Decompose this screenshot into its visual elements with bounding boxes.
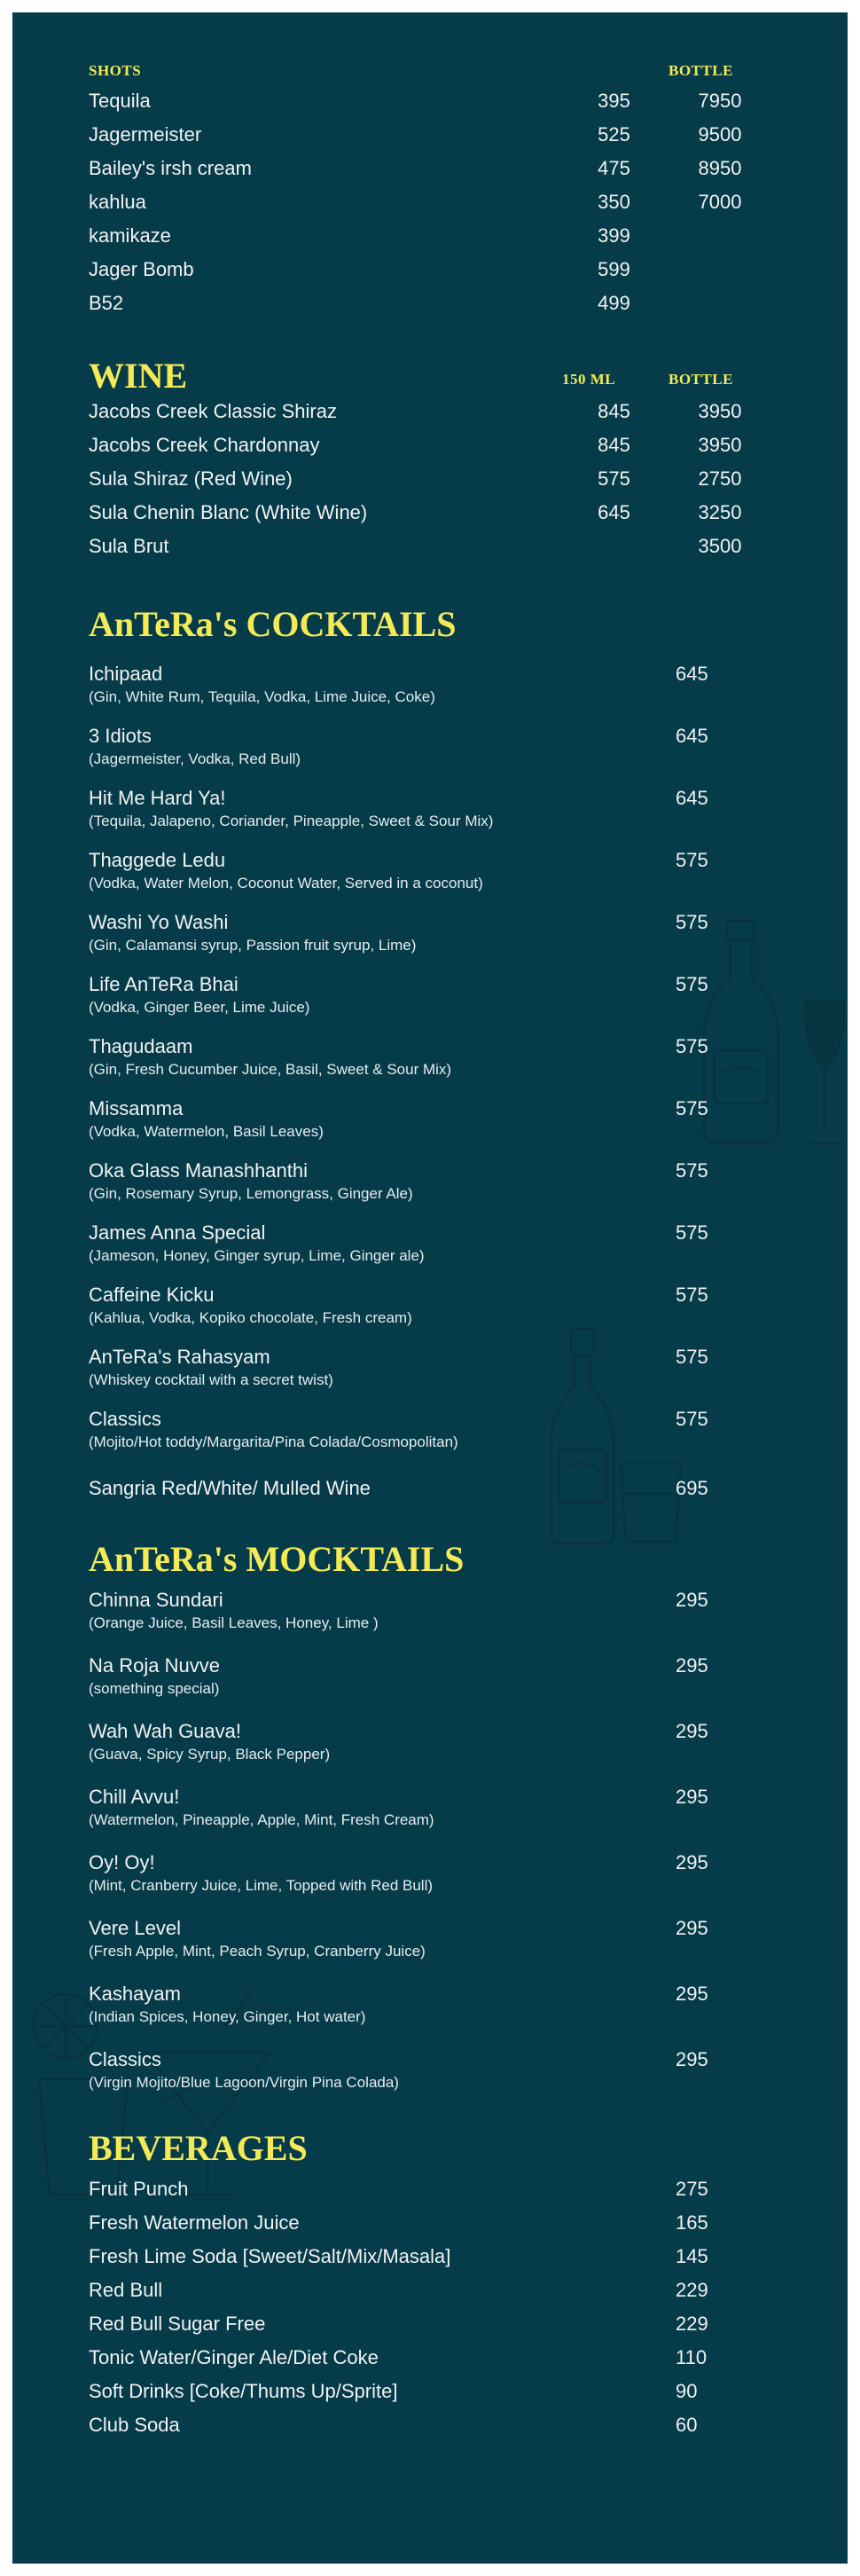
glass-price: 845 (598, 434, 630, 456)
shot-price: 499 (598, 292, 630, 314)
cocktail-item (89, 1345, 798, 1391)
item-name: 3 Idiots (89, 725, 152, 747)
item-name: Na Roja Nuvve (89, 1654, 220, 1677)
item-name: Washi Yo Washi (89, 911, 229, 933)
item-name: Chinna Sundari (89, 1589, 223, 1611)
shot-price: 350 (598, 191, 630, 213)
item-name: Thaggede Ledu (89, 849, 226, 871)
item-price: 575 (676, 1346, 708, 1368)
item-name: Soft Drinks [Coke/Thums Up/Sprite] (89, 2380, 398, 2402)
item-description: (Gin, White Rum, Tequila, Vodka, Lime Juice, Coke) (89, 688, 435, 705)
glass-price: 575 (598, 467, 630, 490)
item-price: 165 (676, 2211, 708, 2234)
item-name: Hit Me Hard Ya! (89, 787, 226, 809)
cocktail-item (89, 972, 798, 1018)
mocktail-item (89, 1982, 798, 2028)
wine-row (89, 433, 780, 458)
beverage-row (89, 2177, 780, 2202)
item-description: (Orange Juice, Basil Leaves, Honey, Lime ) (89, 1614, 379, 1631)
item-name: Thagudaam (89, 1035, 193, 1057)
mocktail-item (89, 1653, 798, 1700)
item-name: Jacobs Creek Chardonnay (89, 434, 320, 456)
cocktail-item (89, 1407, 798, 1453)
item-name: Jagermeister (89, 123, 202, 145)
cocktail-item (89, 1158, 798, 1205)
cocktail-item (89, 1476, 798, 1501)
item-price: 645 (676, 663, 708, 685)
item-name: Classics (89, 1408, 161, 1430)
bottle-price: 3950 (698, 400, 742, 422)
shot-price: 399 (598, 224, 630, 247)
cocktail-item (89, 1034, 798, 1080)
wine-title: WINE (89, 356, 188, 396)
cocktail-item (89, 786, 798, 832)
mocktail-item (89, 1588, 798, 1634)
item-price: 295 (676, 1720, 708, 1742)
mocktail-item (89, 2047, 798, 2093)
beverage-row (89, 2312, 780, 2336)
glass-price: 645 (598, 501, 630, 523)
bottle-price: 3500 (698, 535, 742, 557)
item-price: 90 (676, 2380, 698, 2402)
item-name: Oy! Oy! (89, 1851, 155, 1873)
wine-row (89, 467, 780, 491)
cocktail-item (89, 724, 798, 770)
item-description: (Gin, Calamansi syrup, Passion fruit syrup, Lime) (89, 937, 417, 954)
item-description: (Indian Spices, Honey, Ginger, Hot water) (89, 2008, 366, 2025)
item-description: (Jagermeister, Vodka, Red Bull) (89, 750, 301, 767)
item-description: (Tequila, Jalapeno, Coriander, Pineapple, Sweet & Sour Mix) (89, 813, 494, 829)
item-price: 575 (676, 1159, 708, 1182)
menu-page (12, 12, 848, 2564)
wine-row (89, 399, 780, 424)
item-name: kamikaze (89, 224, 171, 247)
item-name: Kashayam (89, 1983, 181, 2005)
item-price: 295 (676, 1983, 708, 2005)
item-name: kahlua (89, 191, 146, 213)
item-name: Missamma (89, 1097, 184, 1119)
item-description: (Jameson, Honey, Ginger syrup, Lime, Ginger ale) (89, 1247, 425, 1264)
item-description: (Gin, Fresh Cucumber Juice, Basil, Sweet & Sour Mix) (89, 1061, 452, 1078)
shots-row (89, 257, 780, 282)
item-price: 575 (676, 849, 708, 871)
wine-ml-header: 150 ML (562, 371, 616, 388)
shots-header: SHOTS (89, 62, 142, 79)
cocktail-item (89, 1283, 798, 1329)
shots-row (89, 190, 780, 215)
item-name: Caffeine Kicku (89, 1284, 215, 1306)
beverage-row (89, 2413, 780, 2438)
shot-price: 395 (598, 90, 630, 112)
item-name: Sula Chenin Blanc (White Wine) (89, 501, 368, 523)
item-price: 575 (676, 1035, 708, 1057)
cocktails-title: AnTeRa's COCKTAILS (89, 604, 457, 644)
shots-bottle-header: BOTTLE (668, 62, 733, 79)
item-price: 110 (676, 2346, 708, 2368)
item-price: 295 (676, 2048, 708, 2070)
item-name: Fresh Watermelon Juice (89, 2211, 300, 2234)
item-description: (Vodka, Water Melon, Coconut Water, Served in a coconut) (89, 875, 483, 891)
item-name: Jager Bomb (89, 258, 194, 280)
item-description: (Guava, Spicy Syrup, Black Pepper) (89, 1746, 331, 1763)
item-name: AnTeRa's Rahasyam (89, 1346, 270, 1368)
shot-price: 525 (598, 123, 630, 145)
item-price: 695 (676, 1477, 708, 1499)
wine-glass-illustration (801, 997, 848, 1148)
item-description: (Vodka, Watermelon, Basil Leaves) (89, 1123, 324, 1140)
shots-row (89, 156, 780, 181)
bottle-price: 3950 (698, 434, 742, 456)
cocktail-item (89, 662, 798, 708)
item-name: Sula Brut (89, 535, 169, 557)
item-description: (Gin, Rosemary Syrup, Lemongrass, Ginger Ale) (89, 1185, 413, 1202)
bottle-price: 7950 (698, 90, 742, 112)
item-name: Life AnTeRa Bhai (89, 973, 238, 995)
bottle-price: 3250 (698, 501, 742, 523)
item-price: 295 (676, 1589, 708, 1611)
item-name: B52 (89, 292, 124, 314)
shot-glass-illustration (615, 1458, 686, 1547)
item-name: Fresh Lime Soda [Sweet/Salt/Mix/Masala] (89, 2245, 451, 2267)
item-name: Oka Glass Manashhanthi (89, 1159, 309, 1182)
beverage-row (89, 2211, 780, 2235)
item-name: James Anna Special (89, 1221, 266, 1244)
item-name: Chill Avvu! (89, 1786, 180, 1808)
item-price: 575 (676, 911, 708, 933)
mocktails-title: AnTeRa's MOCKTAILS (89, 1539, 465, 1579)
item-name: Ichipaad (89, 663, 163, 685)
item-name: Club Soda (89, 2414, 180, 2436)
item-description: (something special) (89, 1680, 220, 1697)
item-description: (Mint, Cranberry Juice, Lime, Topped with Red Bull) (89, 1877, 434, 1894)
item-description: (Fresh Apple, Mint, Peach Syrup, Cranberry Juice) (89, 1943, 426, 1959)
item-name: Vere Level (89, 1917, 181, 1939)
wine-row (89, 534, 780, 559)
item-name: Wah Wah Guava! (89, 1720, 241, 1742)
item-price: 229 (676, 2313, 708, 2335)
mocktail-item (89, 1785, 798, 1831)
wine-row (89, 500, 780, 525)
item-price: 145 (676, 2245, 708, 2267)
item-description: (Mojito/Hot toddy/Margarita/Pina Colada/Cosmopolitan) (89, 1433, 458, 1450)
item-price: 60 (676, 2414, 698, 2436)
item-name: Red Bull Sugar Free (89, 2313, 266, 2335)
mocktail-item (89, 1719, 798, 1765)
bottle-price: 2750 (698, 467, 742, 490)
shot-price: 599 (598, 258, 630, 280)
wine-bottle-header: BOTTLE (668, 371, 733, 388)
item-name: Jacobs Creek Classic Shiraz (89, 400, 337, 422)
item-price: 295 (676, 1786, 708, 1808)
item-name: Red Bull (89, 2279, 163, 2301)
item-name: Sula Shiraz (Red Wine) (89, 467, 293, 490)
item-price: 575 (676, 1221, 708, 1244)
item-description: (Vodka, Ginger Beer, Lime Juice) (89, 999, 310, 1016)
item-name: Bailey's irsh cream (89, 157, 252, 179)
item-price: 275 (676, 2178, 708, 2200)
item-name: Tequila (89, 90, 151, 112)
item-description: (Watermelon, Pineapple, Apple, Mint, Fresh Cream) (89, 1811, 434, 1828)
item-price: 295 (676, 1917, 708, 1939)
shots-row (89, 224, 780, 248)
cocktail-item (89, 910, 798, 956)
item-name: Tonic Water/Ginger Ale/Diet Coke (89, 2346, 379, 2368)
mocktail-item (89, 1850, 798, 1897)
item-price: 295 (676, 1851, 708, 1873)
item-price: 575 (676, 1097, 708, 1119)
item-description: (Whiskey cocktail with a secret twist) (89, 1371, 333, 1388)
item-price: 229 (676, 2279, 708, 2301)
shots-row (89, 89, 780, 114)
glass-price: 845 (598, 400, 630, 422)
beverage-row (89, 2379, 780, 2404)
cocktail-item (89, 1096, 798, 1143)
cocktail-item (89, 1221, 798, 1267)
bottle-price: 7000 (698, 191, 742, 213)
item-price: 645 (676, 787, 708, 809)
beverage-row (89, 2244, 780, 2269)
shots-row (89, 291, 780, 316)
beverages-title: BEVERAGES (89, 2128, 308, 2168)
item-price: 645 (676, 725, 708, 747)
item-price: 575 (676, 973, 708, 995)
shots-row (89, 122, 780, 147)
item-price: 575 (676, 1408, 708, 1430)
beverage-row (89, 2278, 780, 2303)
item-name: Fruit Punch (89, 2178, 189, 2200)
item-description: (Kahlua, Vodka, Kopiko chocolate, Fresh cream) (89, 1309, 412, 1326)
item-name: Sangria Red/White/ Mulled Wine (89, 1477, 371, 1499)
bottle-price: 9500 (698, 123, 742, 145)
bottle-price: 8950 (698, 157, 742, 179)
mocktail-item (89, 1916, 798, 1962)
cocktail-item (89, 848, 798, 894)
item-price: 295 (676, 1654, 708, 1677)
shot-price: 475 (598, 157, 630, 179)
item-name: Classics (89, 2048, 161, 2070)
item-description: (Virgin Mojito/Blue Lagoon/Virgin Pina Colada) (89, 2074, 399, 2091)
item-price: 575 (676, 1284, 708, 1306)
beverage-row (89, 2345, 780, 2370)
